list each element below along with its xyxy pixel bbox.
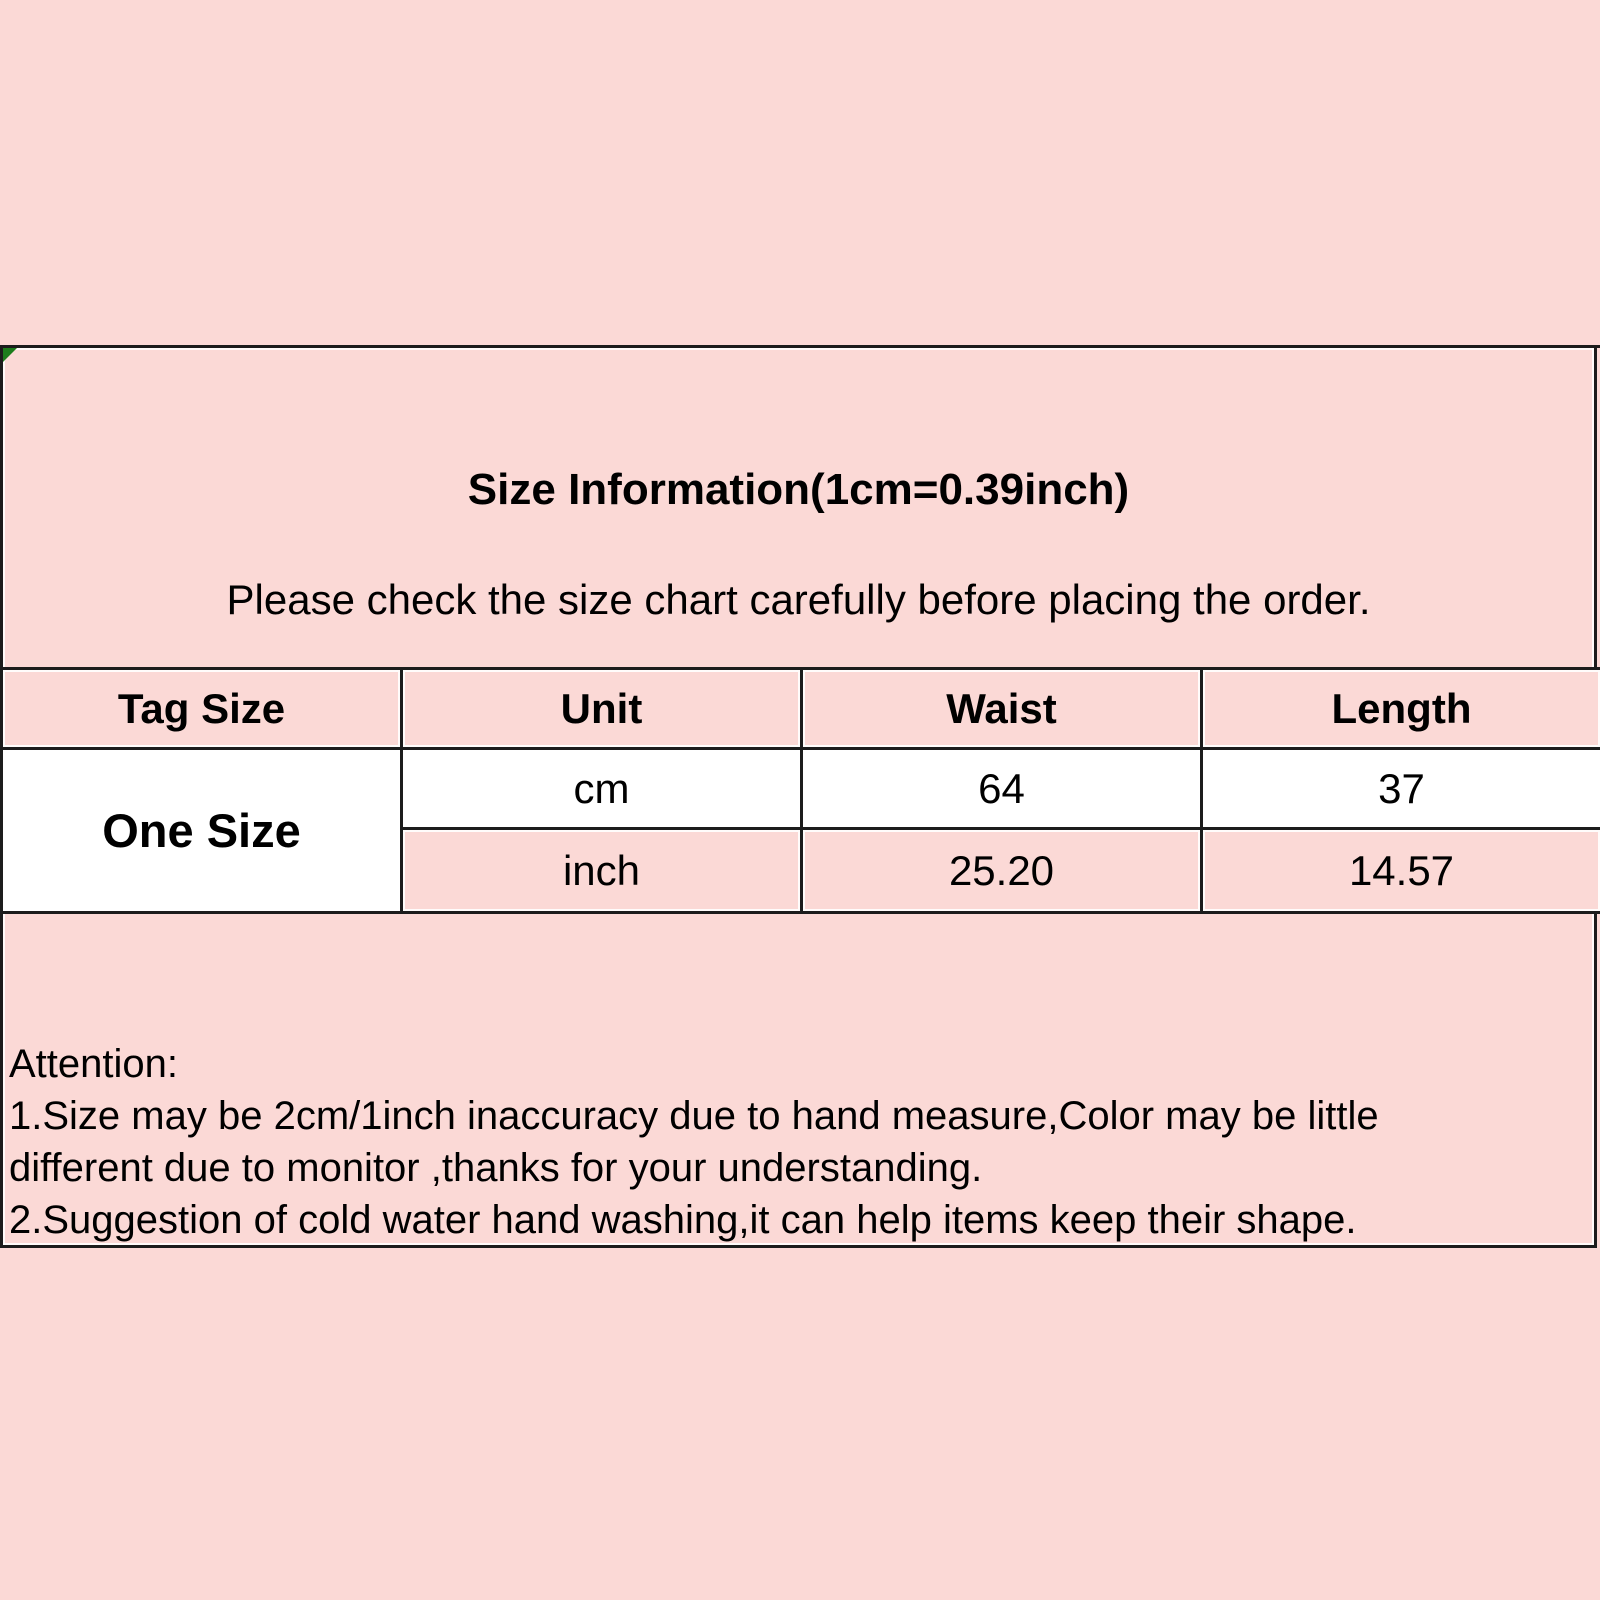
waist-cm-value: 64 xyxy=(802,749,1202,829)
table-row-cm xyxy=(2,749,1600,829)
attention-line: 2.Suggestion of cold water hand washing,it can help items keep their shape. xyxy=(9,1198,1357,1242)
col-header-waist: Waist xyxy=(802,669,1202,749)
size-info-box xyxy=(0,345,1597,1248)
unit-inch-cell: inch xyxy=(402,829,802,913)
tag-size-value: One Size xyxy=(2,749,402,913)
col-header-tag-size: Tag Size xyxy=(2,669,402,749)
attention-line: different due to monitor ,thanks for your understanding. xyxy=(9,1146,983,1190)
corner-marker-icon xyxy=(3,348,17,362)
length-inch-value: 14.57 xyxy=(1202,829,1600,913)
length-cm-value: 37 xyxy=(1202,749,1600,829)
col-header-length: Length xyxy=(1202,669,1600,749)
size-table xyxy=(0,667,1600,914)
size-info-title: Size Information(1cm=0.39inch) xyxy=(467,465,1130,514)
waist-inch-value: 25.20 xyxy=(802,829,1202,913)
col-header-unit: Unit xyxy=(402,669,802,749)
size-info-subtitle: Please check the size chart carefully before placing the order. xyxy=(226,576,1371,623)
attention-heading: Attention: xyxy=(9,1042,179,1086)
size-table-header-row xyxy=(2,669,1600,749)
attention-line: 1.Size may be 2cm/1inch inaccuracy due to hand measure,Color may be little xyxy=(9,1094,1379,1138)
unit-cm-cell: cm xyxy=(402,749,802,829)
attention-block xyxy=(9,1038,1584,1246)
